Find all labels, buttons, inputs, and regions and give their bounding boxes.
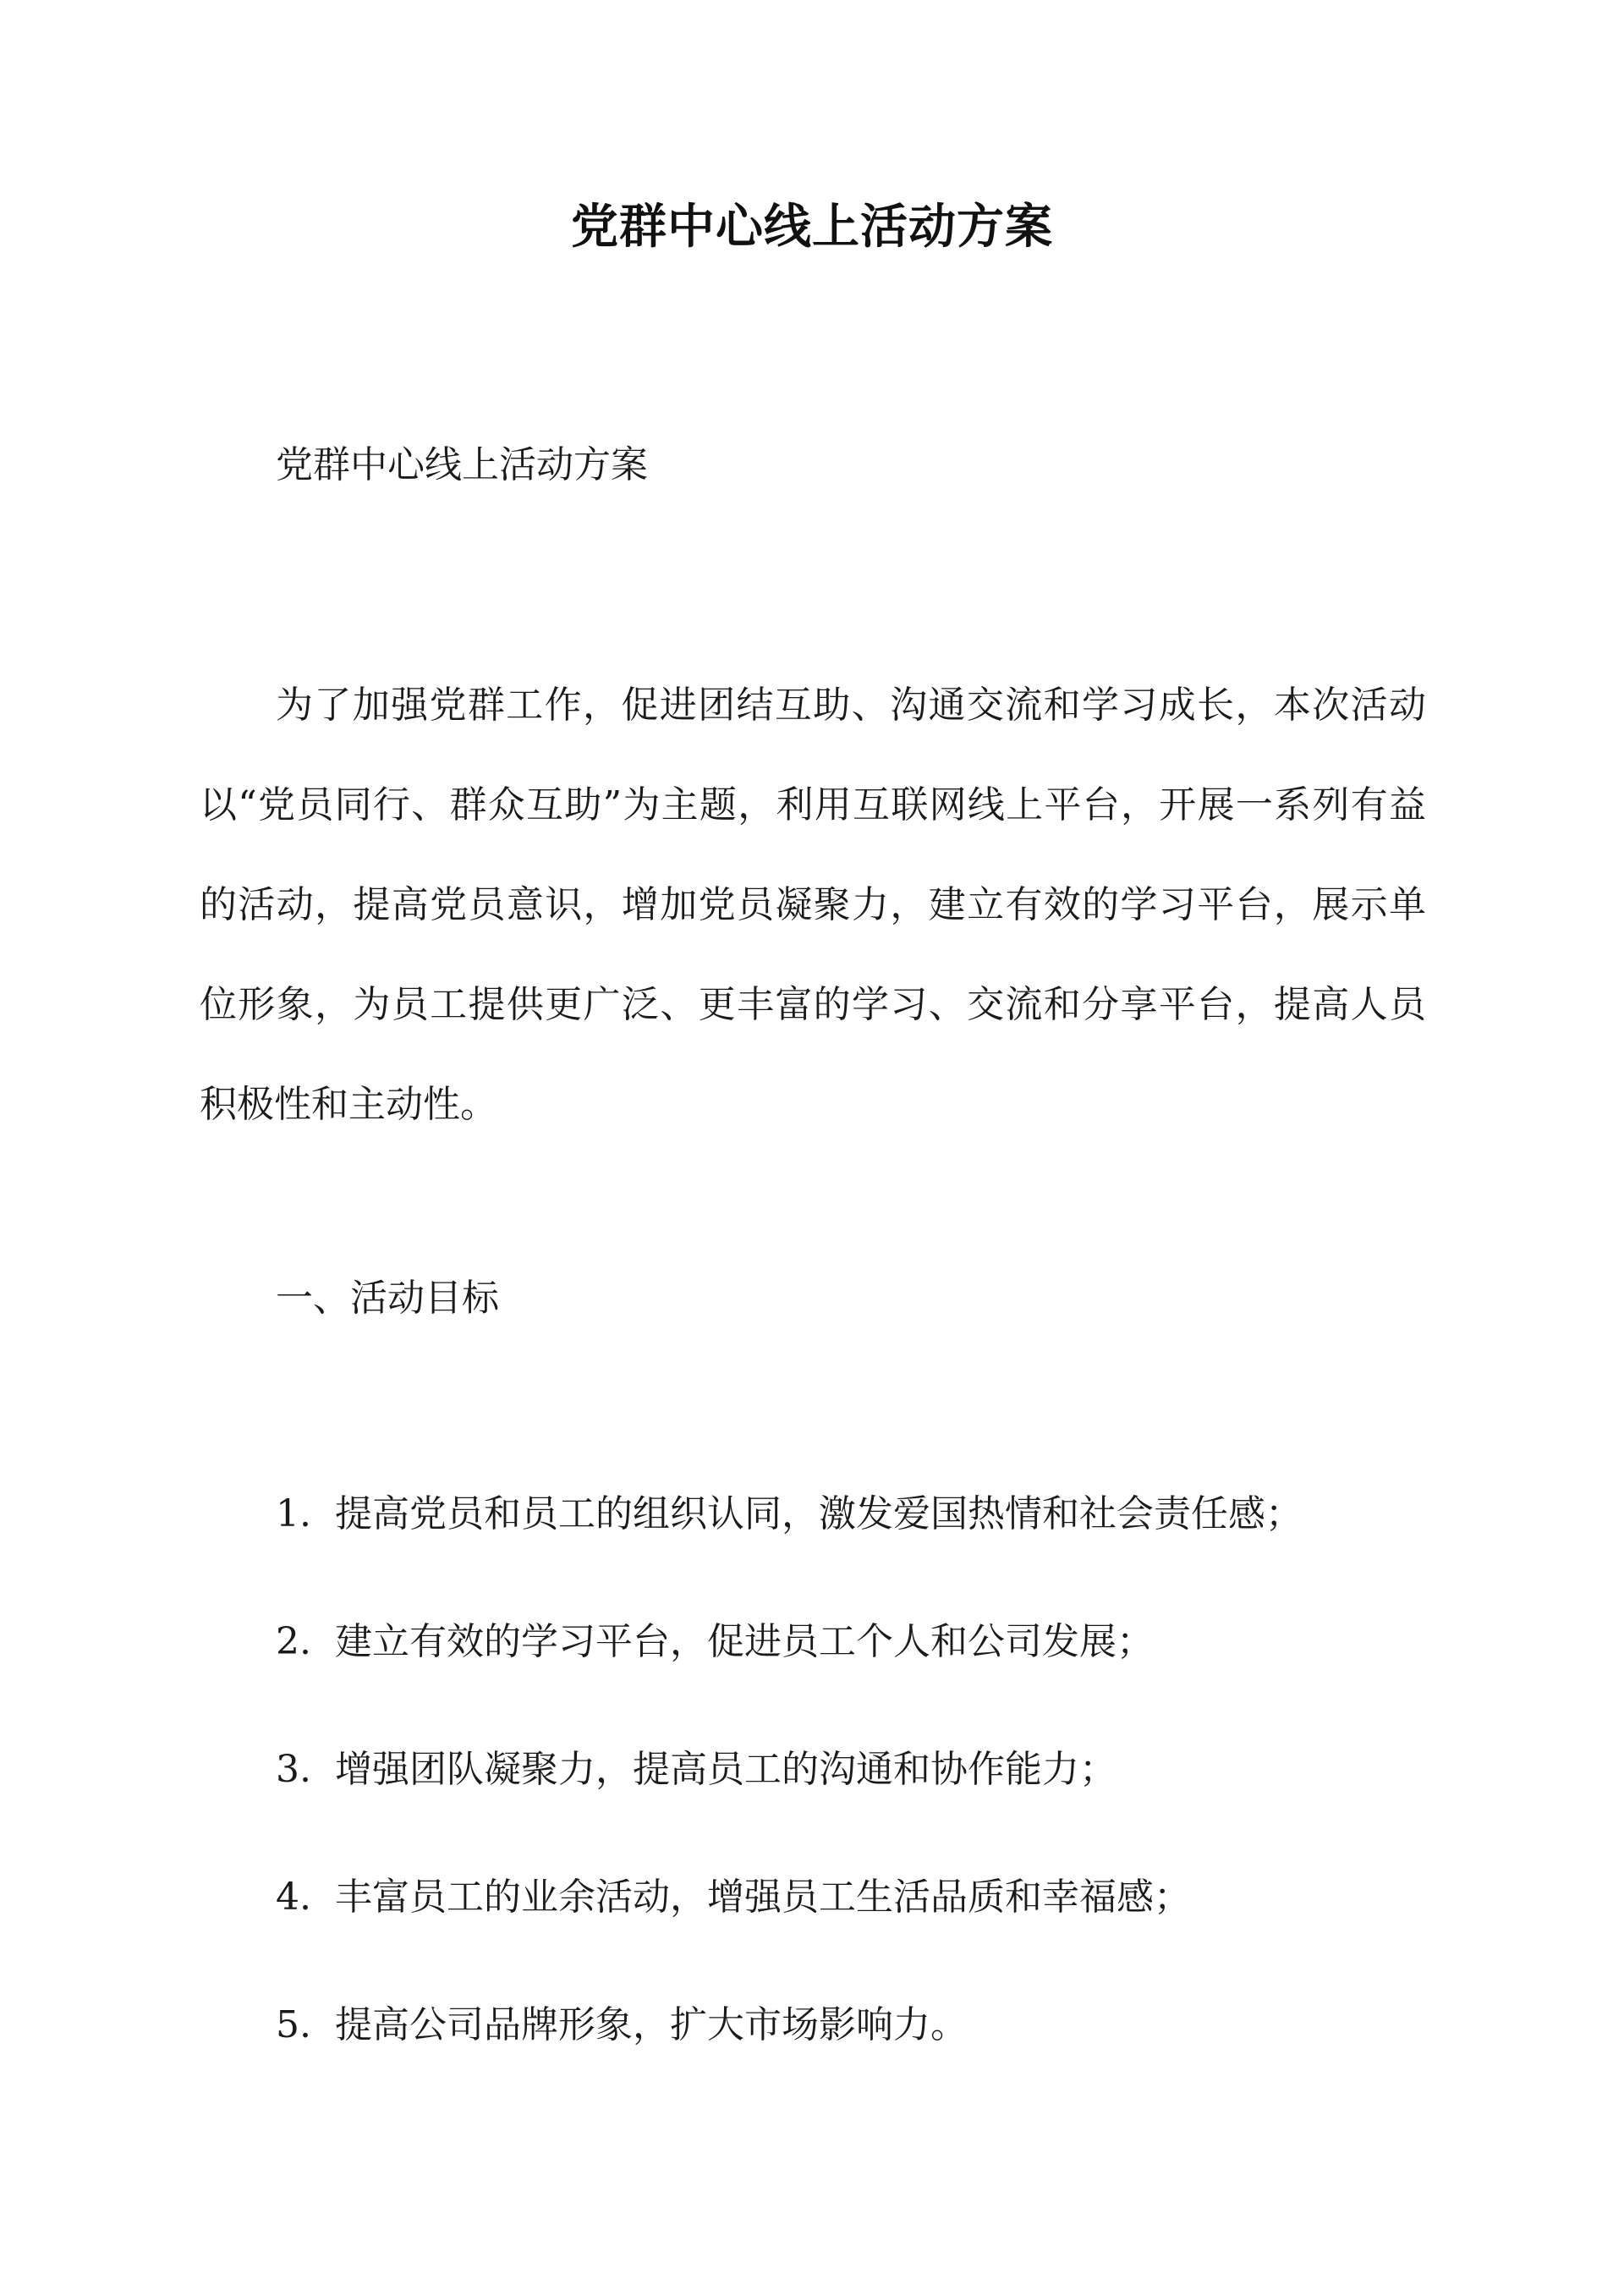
intro-paragraph: 为了加强党群工作，促进团结互助、沟通交流和学习成长，本次活动以“党员同行、群众互助”为主题，利用互联网线上平台，开展一系列有益的活动，提高党员意识，增加党员凝聚力，建立有效的学习平台，展示单位形象，为员工提供更广泛、更丰富的学习、交流和分享平台，提高人员积极性和主动性。 — [200, 684, 1426, 1126]
goal-number: 1. — [276, 1492, 311, 1535]
goal-item — [276, 1612, 1303, 1740]
goal-item — [276, 1485, 1303, 1612]
goal-text: 增强团队凝聚力，提高员工的沟通和协作能力； — [335, 1748, 1116, 1791]
goal-list — [276, 1485, 1303, 2123]
document-title: 党群中心线上活动方案 — [571, 199, 1053, 255]
goal-item — [276, 1740, 1303, 1868]
goal-item — [276, 1868, 1303, 1996]
document-subtitle: 党群中心线上活动方案 — [276, 443, 648, 486]
goal-item — [276, 1996, 1303, 2123]
goal-number: 2. — [276, 1620, 311, 1663]
goal-number: 4. — [276, 1876, 311, 1919]
goal-text: 建立有效的学习平台，促进员工个人和公司发展； — [335, 1620, 1154, 1663]
goal-text: 提高公司品牌形象，扩大市场影响力。 — [335, 2003, 968, 2046]
goal-number: 3. — [276, 1748, 311, 1791]
section-heading-goals: 一、活动目标 — [276, 1277, 499, 1320]
goal-text: 丰富员工的业余活动，增强员工生活品质和幸福感； — [335, 1876, 1191, 1919]
goal-text: 提高党员和员工的组织认同，激发爱国热情和社会责任感； — [335, 1492, 1303, 1535]
goal-number: 5. — [276, 2003, 311, 2046]
